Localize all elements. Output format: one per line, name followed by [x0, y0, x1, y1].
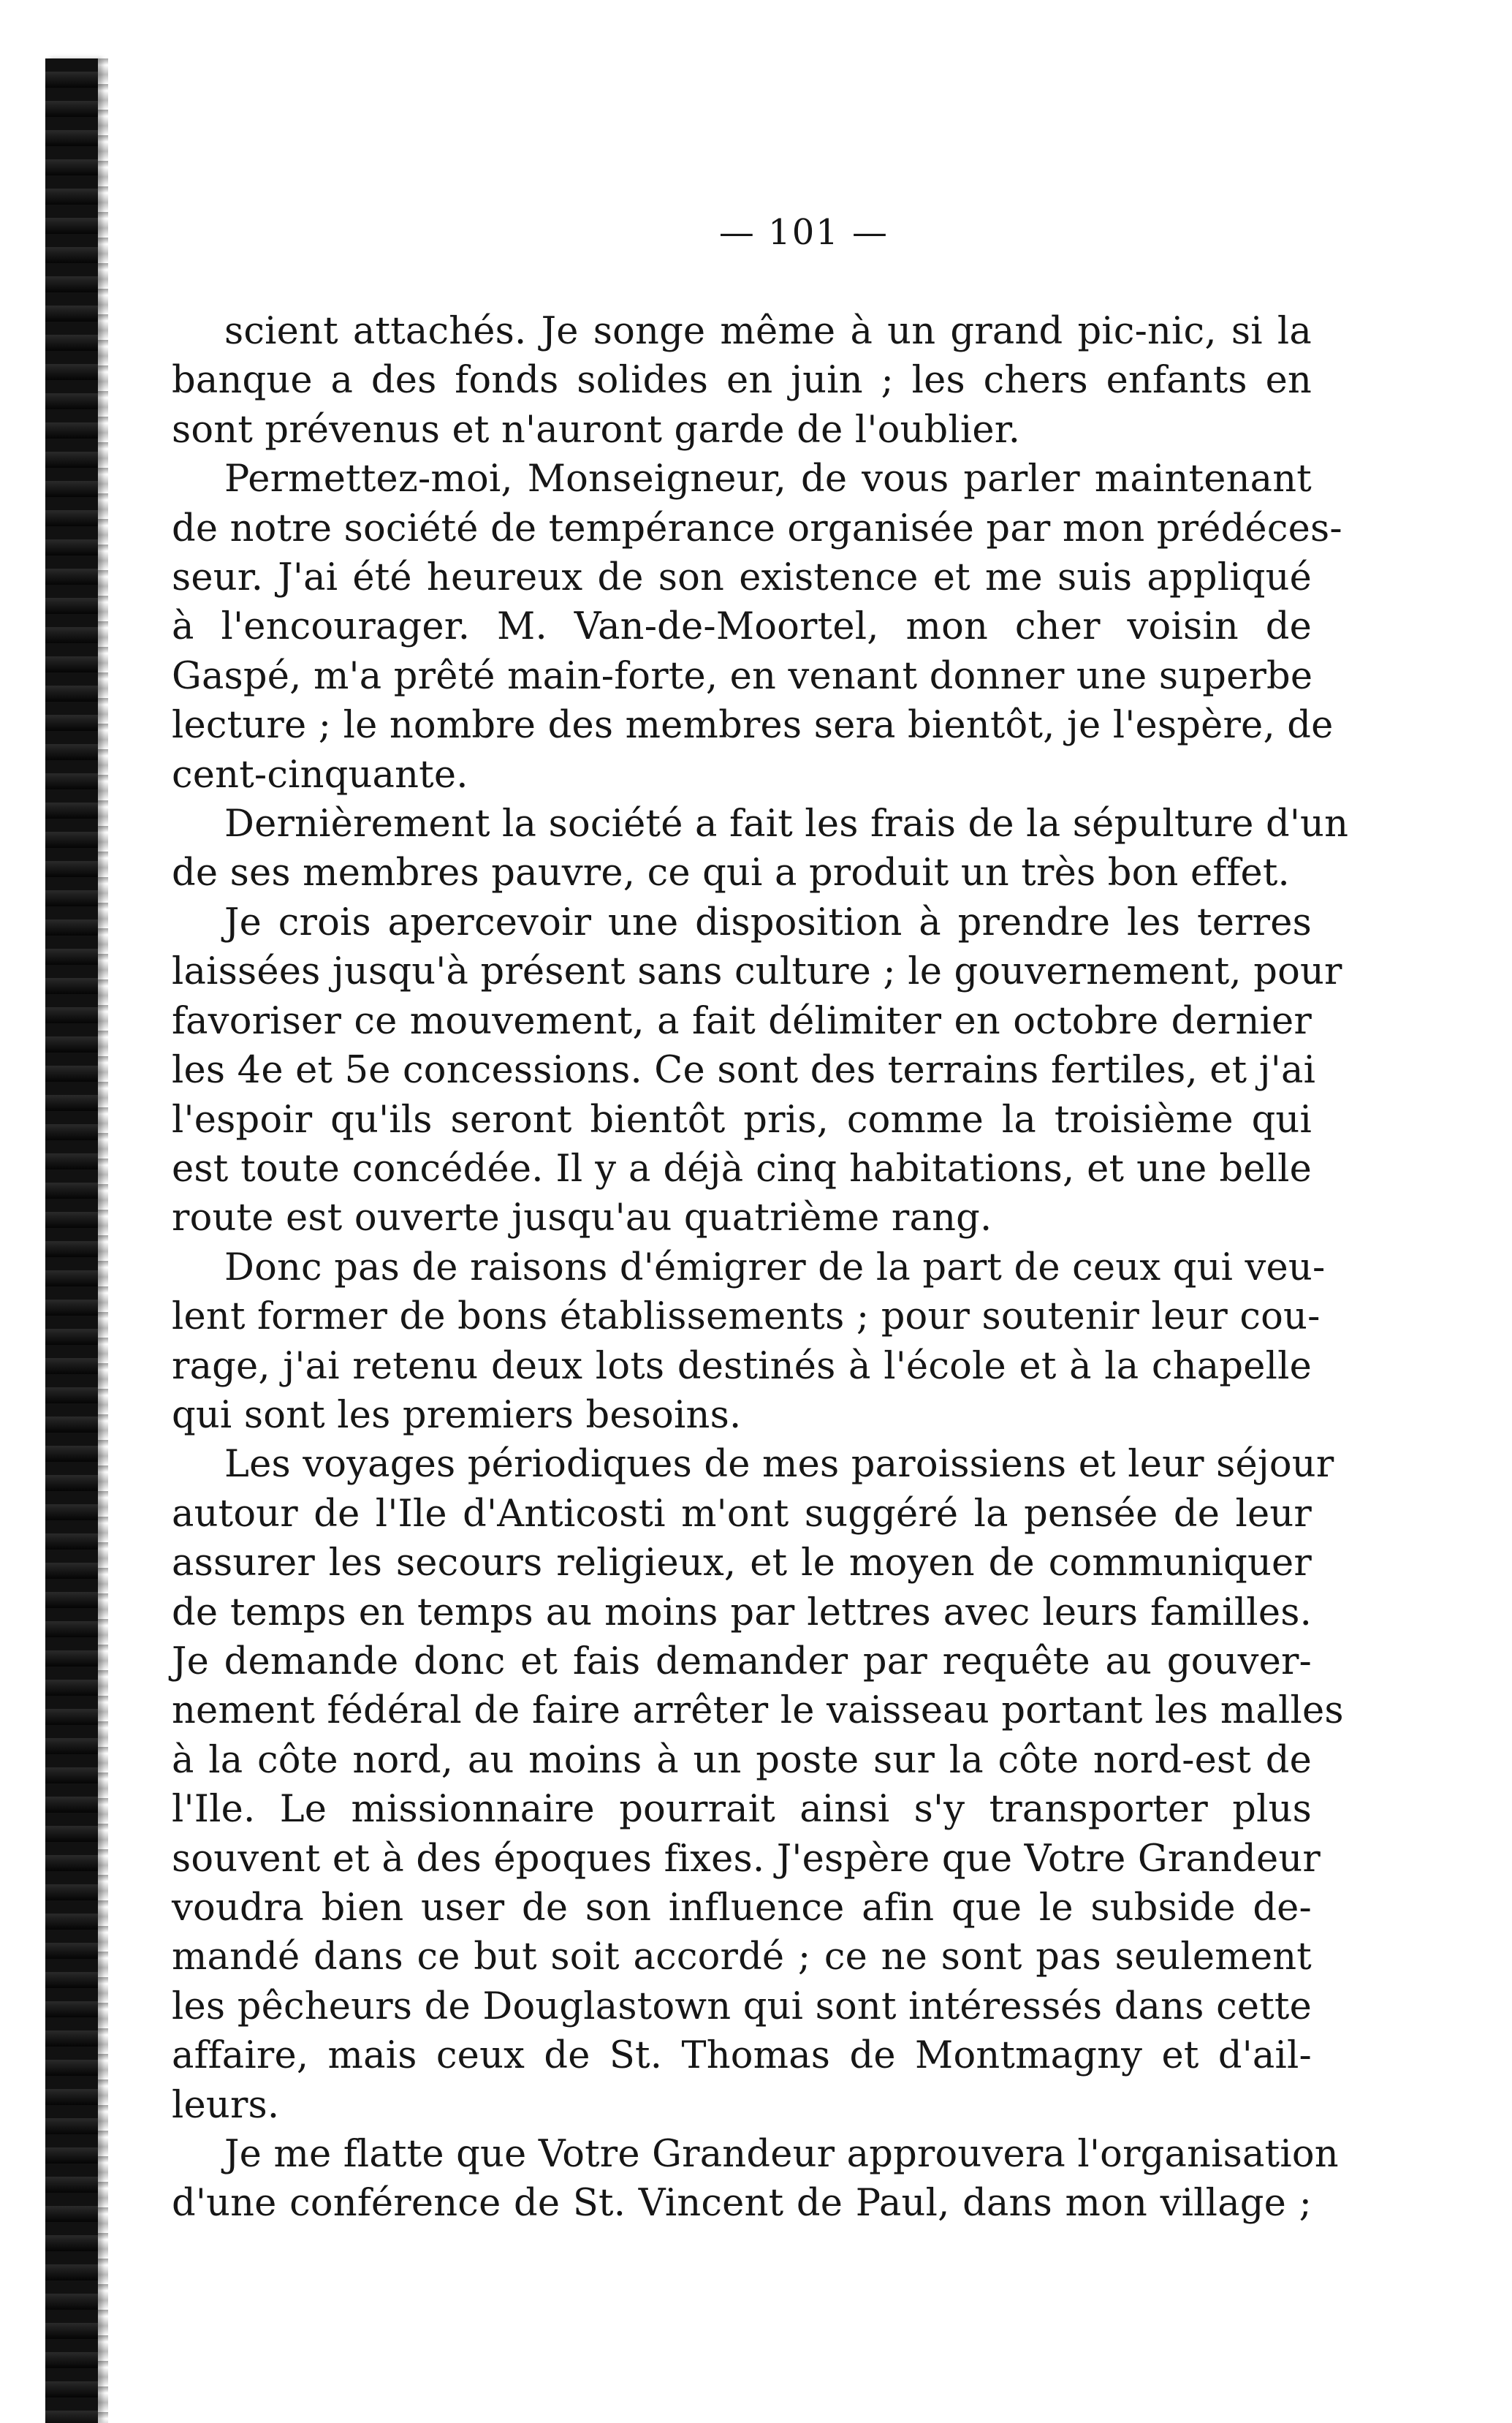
text-line: lecture ; le nombre des membres sera bientôt, je l'espère, de: [172, 704, 1334, 748]
text-line: cent-cinquante.: [172, 753, 468, 797]
text-line: Je crois apercevoir une disposition à prendre les terres: [224, 900, 1312, 944]
text-line: qui sont les premiers besoins.: [172, 1393, 742, 1437]
text-line: les 4e et 5e concessions. Ce sont des terrains fertiles, et j'ai: [172, 1049, 1316, 1093]
text-line: affaire, mais ceux de St. Thomas de Montmagny et d'ail-: [172, 2034, 1312, 2078]
scan-binding-edge: [45, 58, 98, 2423]
text-line: seur. J'ai été heureux de son existence et me suis appliqué: [172, 556, 1312, 600]
text-line: Permettez-moi, Monseigneur, de vous parler maintenant: [224, 458, 1312, 501]
text-line: Je demande donc et fais demander par requête au gouver-: [172, 1639, 1312, 1683]
paragraph: [172, 1440, 1344, 2130]
text-line: laissées jusqu'à présent sans culture ; le gouvernement, pour: [172, 950, 1342, 994]
text-line: l'Ile. Le missionnaire pourrait ainsi s'y transporter plus: [172, 1788, 1312, 1832]
text-line: mandé dans ce but soit accordé ; ce ne sont pas seulement: [172, 1935, 1312, 1979]
paragraph: [172, 455, 1342, 800]
text-line: assurer les secours religieux, et le moyen de communiquer: [172, 1542, 1312, 1585]
page-body-text: [172, 307, 1349, 2229]
text-line: leurs.: [172, 2083, 280, 2127]
text-line: banque a des fonds solides en juin ; les chers enfants en: [172, 359, 1312, 403]
text-line: les pêcheurs de Douglastown qui sont intéressés dans cette: [172, 1984, 1312, 2028]
text-line: de ses membres pauvre, ce qui a produit un très bon effet.: [172, 852, 1290, 895]
book-page: [172, 212, 1349, 2229]
page-number: — 101 —: [718, 212, 889, 253]
text-line: Dernièrement la société a fait les frais de la sépulture d'un: [224, 803, 1349, 846]
text-line: de notre société de tempérance organisée par mon prédéces-: [172, 507, 1342, 550]
paragraph: [172, 898, 1342, 1243]
text-line: Gaspé, m'a prêté main-forte, en venant donner une superbe: [172, 654, 1313, 698]
paragraph: [172, 1243, 1326, 1441]
text-line: nement fédéral de faire arrêter le vaisseau portant les malles: [172, 1689, 1344, 1733]
text-line: à l'encourager. M. Van-de-Moortel, mon cher voisin de: [172, 605, 1312, 649]
text-line: scient attachés. Je songe même à un grand pic-nic, si la: [224, 310, 1312, 353]
text-line: route est ouverte jusqu'au quatrième rang.: [172, 1197, 992, 1240]
paragraph: [172, 307, 1312, 455]
text-line: autour de l'Ile d'Anticosti m'ont suggéré la pensée de leur: [172, 1492, 1312, 1536]
text-line: rage, j'ai retenu deux lots destinés à l'école et à la chapelle: [172, 1344, 1312, 1388]
text-line: souvent et à des époques fixes. J'espère que Votre Grandeur: [172, 1837, 1321, 1881]
text-line: Je me flatte que Votre Grandeur approuvera l'organisation: [224, 2133, 1339, 2177]
text-line: à la côte nord, au moins à un poste sur la côte nord-est de: [172, 1738, 1312, 1782]
text-line: sont prévenus et n'auront garde de l'oublier.: [172, 408, 1021, 452]
text-line: Donc pas de raisons d'émigrer de la part de ceux qui veu-: [224, 1245, 1326, 1289]
text-line: de temps en temps au moins par lettres avec leurs familles.: [172, 1590, 1312, 1634]
text-line: d'une conférence de St. Vincent de Paul, dans mon village ;: [172, 2182, 1312, 2226]
text-line: est toute concédée. Il y a déjà cinq habitations, et une belle: [172, 1147, 1312, 1191]
paragraph: [172, 2130, 1339, 2229]
paragraph: [172, 800, 1349, 898]
text-line: voudra bien user de son influence afin que le subside de-: [172, 1887, 1312, 1930]
text-line: Les voyages périodiques de mes paroissiens et leur séjour: [224, 1443, 1334, 1487]
text-line: favoriser ce mouvement, a fait délimiter en octobre dernier: [172, 999, 1312, 1043]
text-line: l'espoir qu'ils seront bientôt pris, comme la troisième qui: [172, 1098, 1312, 1142]
text-line: lent former de bons établissements ; pour soutenir leur cou-: [172, 1295, 1321, 1339]
